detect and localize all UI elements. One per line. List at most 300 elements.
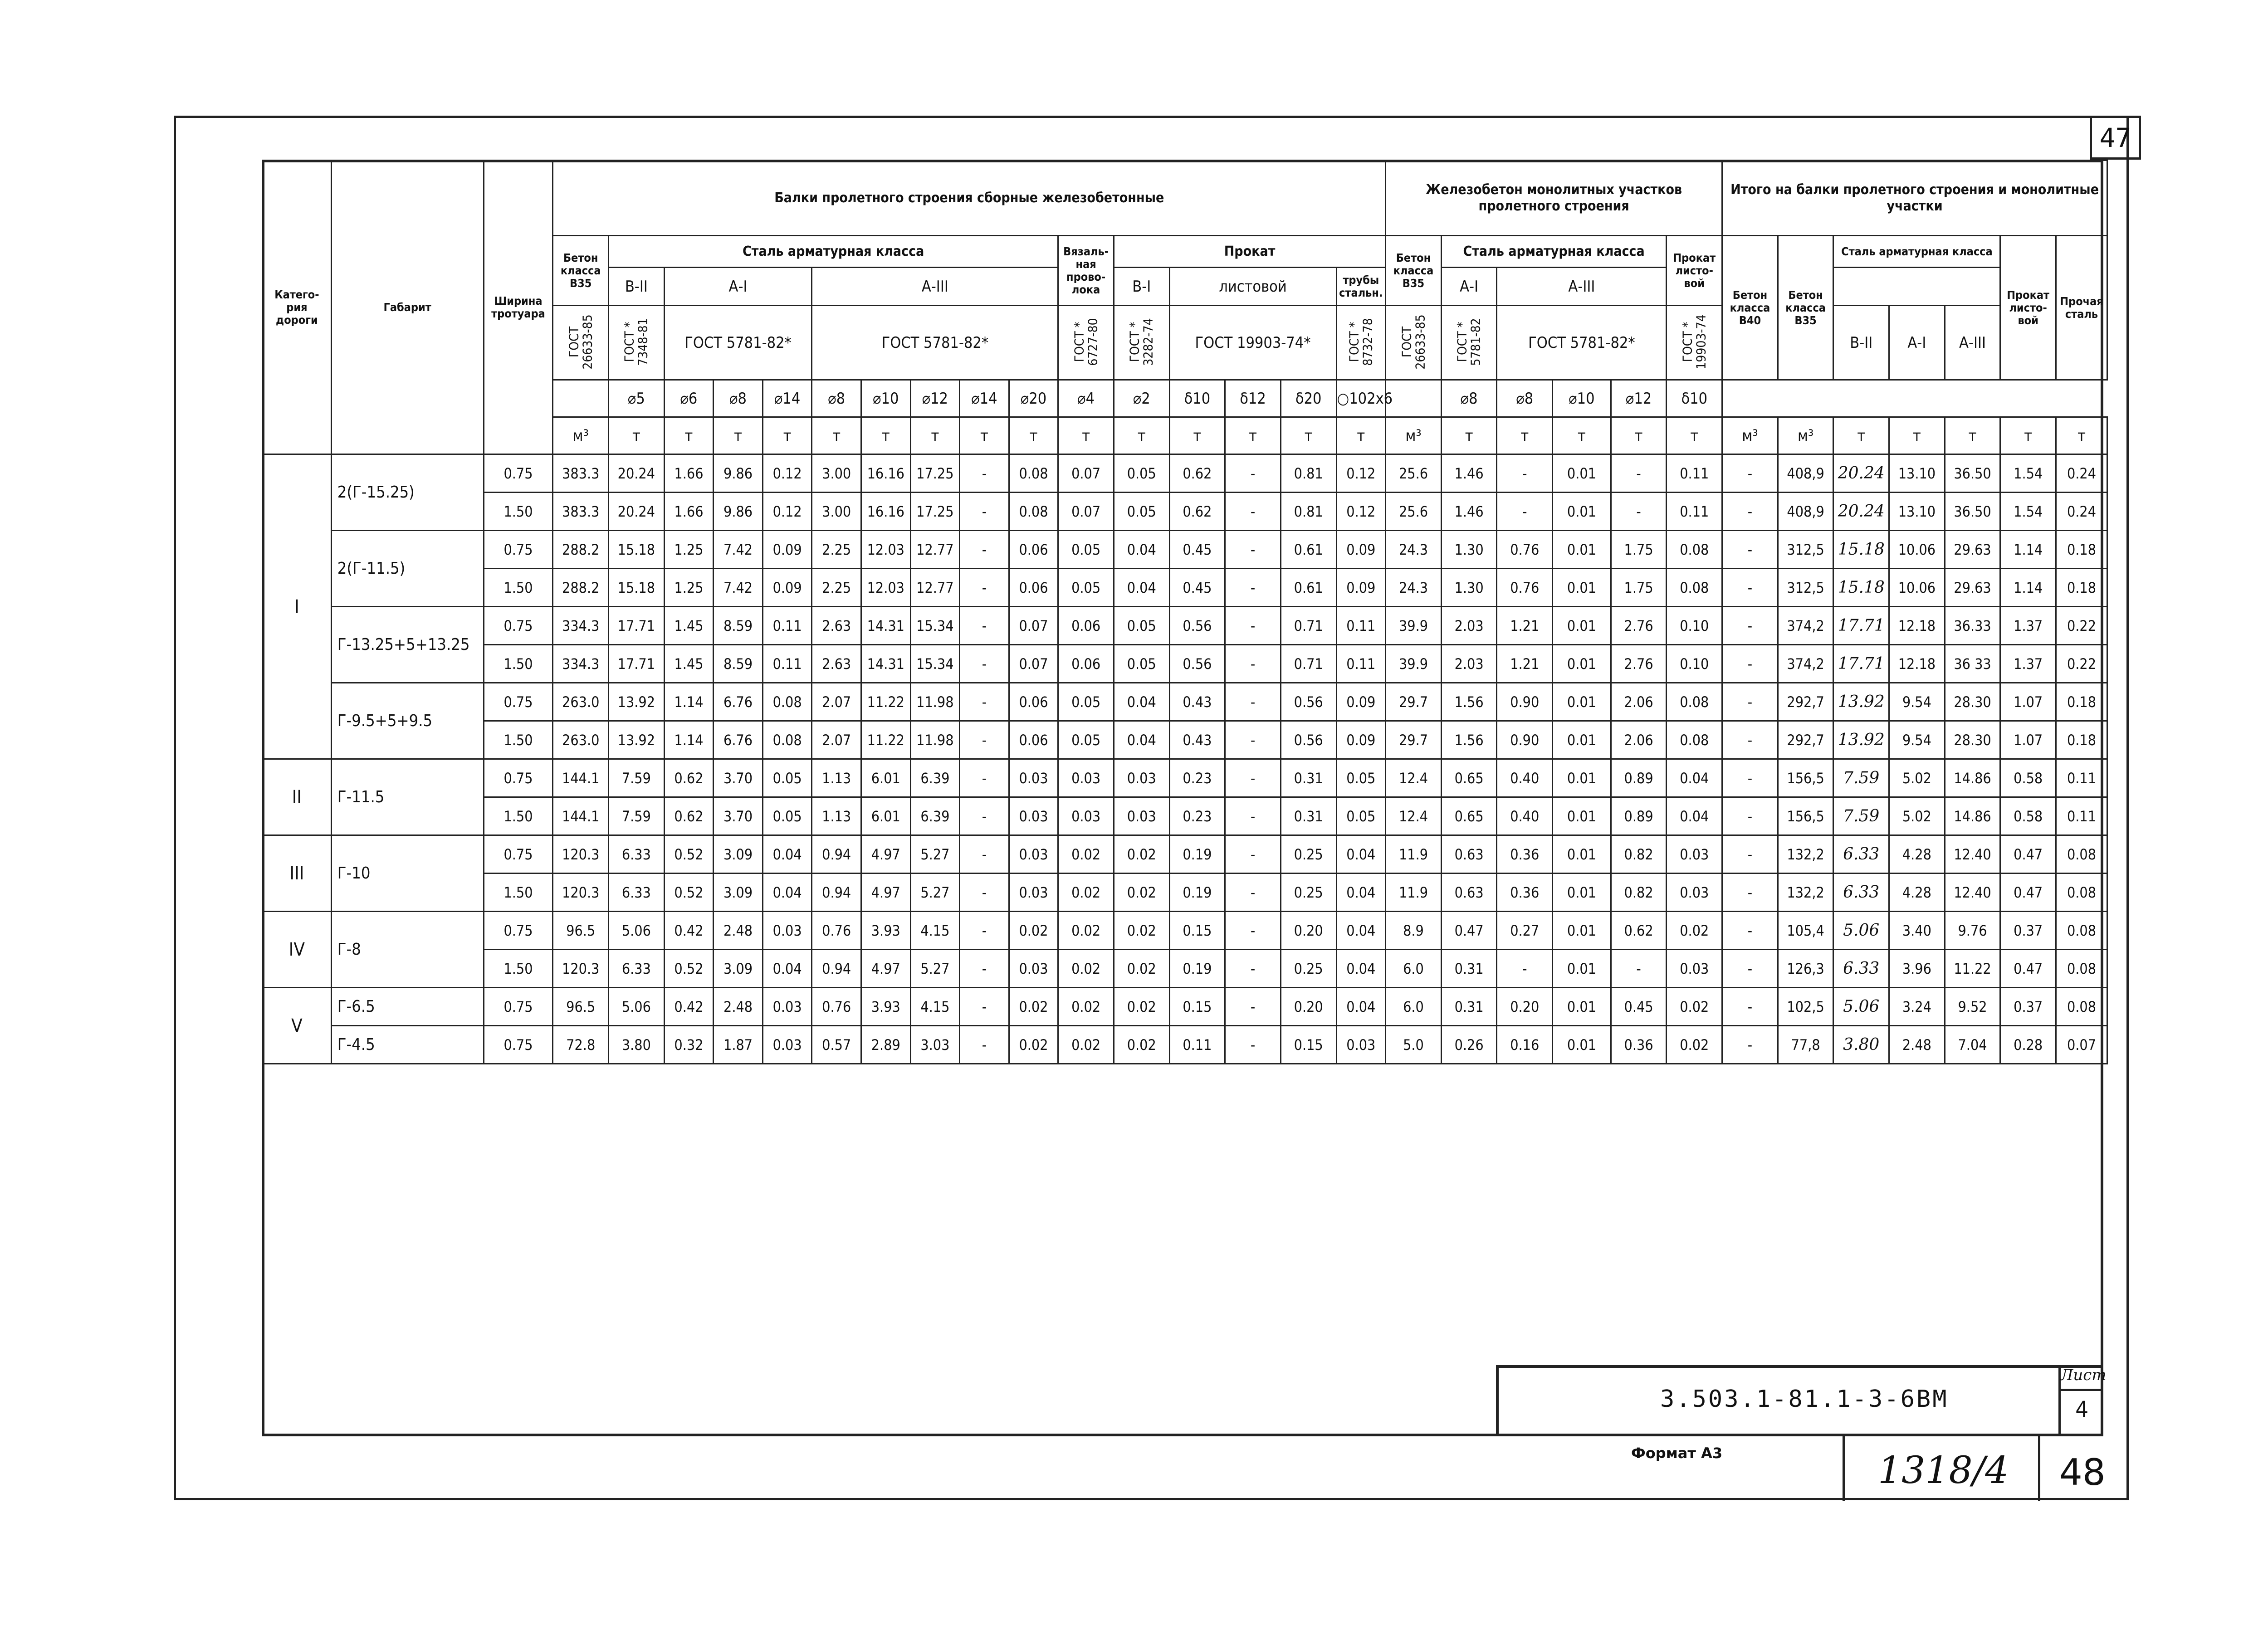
gabarit-cell: Г-6.5 (331, 988, 484, 1026)
unit-cell: т (1945, 417, 2000, 454)
value-cell: 0.43 (1169, 683, 1225, 721)
header-steel-class: Сталь арматурная класса (609, 236, 1058, 268)
header-total-group: Итого на балки пролетного строения и монолитные участки (1722, 161, 2107, 236)
value-cell: - (1722, 454, 1778, 493)
sidewalk-width-cell: 0.75 (484, 759, 553, 797)
value-cell: - (1722, 950, 1778, 988)
value-cell: 10.06 (1889, 531, 1945, 569)
value-cell: 0.02 (1114, 988, 1169, 1026)
value-cell: 1.45 (664, 645, 714, 683)
value-cell: 144.1 (553, 759, 609, 797)
value-cell: 0.03 (1009, 797, 1058, 835)
value-cell: 132,2 (1778, 873, 1833, 912)
value-cell: 12.40 (1945, 873, 2000, 912)
total-sheet-number: 48 (2059, 1451, 2106, 1493)
value-cell: 263.0 (553, 721, 609, 759)
value-cell: 102,5 (1778, 988, 1833, 1026)
value-cell: 0.03 (763, 1026, 812, 1064)
value-cell: 0.63 (1441, 873, 1497, 912)
value-cell: 1.54 (2000, 454, 2056, 493)
value-cell: 6.39 (910, 797, 960, 835)
value-cell: 0.09 (763, 569, 812, 607)
value-cell: - (1225, 797, 1281, 835)
value-cell: 12.18 (1889, 645, 1945, 683)
value-cell: 1.54 (2000, 493, 2056, 531)
value-cell: 1.87 (714, 1026, 763, 1064)
value-cell: 156,5 (1778, 759, 1833, 797)
value-cell: 0.09 (1336, 683, 1386, 721)
header-gost-8732: ГОСТ * 8732-78 (1336, 306, 1386, 380)
value-cell: 2.63 (812, 645, 861, 683)
value-cell: 77,8 (1778, 1026, 1833, 1064)
value-cell: 0.18 (2056, 683, 2107, 721)
value-cell: 0.22 (2056, 607, 2107, 645)
value-cell: 2.76 (1611, 607, 1667, 645)
value-cell: 0.12 (1336, 454, 1386, 493)
value-cell: 5.06 (609, 988, 665, 1026)
value-cell: 0.04 (1667, 759, 1722, 797)
gabarit-cell: 2(Г-15.25) (331, 454, 484, 531)
value-cell: 0.31 (1441, 950, 1497, 988)
diameter-cell: ○102х6 (1336, 380, 1386, 417)
header-a1: А-I (664, 268, 812, 306)
sheet-number: 4 (2075, 1397, 2088, 1422)
value-cell: 0.06 (1009, 531, 1058, 569)
unit-cell: т (609, 417, 665, 454)
unit-cell: т (1281, 417, 1336, 454)
header-monolith-a1: А-I (1441, 268, 1497, 306)
value-cell: 0.01 (1553, 988, 1611, 1026)
value-cell: 0.01 (1553, 569, 1611, 607)
unit-cell: т (2056, 417, 2107, 454)
value-cell: 11.9 (1386, 873, 1442, 912)
value-cell: 120.3 (553, 873, 609, 912)
diameter-cell: ⌀20 (1009, 380, 1058, 417)
value-cell: 0.52 (664, 950, 714, 988)
value-cell: 9.54 (1889, 721, 1945, 759)
value-cell: 15.34 (910, 645, 960, 683)
value-cell: 12.77 (910, 569, 960, 607)
value-cell: 0.22 (2056, 645, 2107, 683)
value-cell: 15.34 (910, 607, 960, 645)
value-cell: - (1225, 721, 1281, 759)
sidewalk-width-cell: 0.75 (484, 454, 553, 493)
value-cell: 13.10 (1889, 493, 1945, 531)
value-cell: 1.13 (812, 759, 861, 797)
value-cell: 0.47 (2000, 873, 2056, 912)
value-cell: 312,5 (1778, 569, 1833, 607)
value-cell: - (960, 835, 1009, 873)
value-cell: 0.02 (1009, 988, 1058, 1026)
value-cell: 13.10 (1889, 454, 1945, 493)
value-cell: 1.21 (1497, 645, 1553, 683)
value-cell: 1.46 (1441, 454, 1497, 493)
table-row (263, 912, 2107, 950)
unit-cell: т (910, 417, 960, 454)
value-cell: 0.04 (763, 835, 812, 873)
value-cell: - (1722, 721, 1778, 759)
value-cell: 0.82 (1611, 835, 1667, 873)
value-cell: - (1722, 873, 1778, 912)
value-cell: 5.0 (1386, 1026, 1442, 1064)
value-cell: 2.48 (1889, 1026, 1945, 1064)
gabarit-cell: Г-10 (331, 835, 484, 912)
value-cell: 0.09 (1336, 721, 1386, 759)
value-cell: 292,7 (1778, 721, 1833, 759)
value-cell: 0.94 (812, 873, 861, 912)
value-cell: 20.24 (609, 493, 665, 531)
value-cell: 0.01 (1553, 645, 1611, 683)
value-cell: 0.15 (1169, 912, 1225, 950)
value-cell: 2.63 (812, 607, 861, 645)
value-cell: 263.0 (553, 683, 609, 721)
value-cell: 10.06 (1889, 569, 1945, 607)
value-cell: 0.01 (1553, 759, 1611, 797)
header-gost-19903-monolith: ГОСТ * 19903-74 (1667, 306, 1722, 380)
value-cell: 11.98 (910, 721, 960, 759)
value-cell: 3.09 (714, 835, 763, 873)
unit-cell: т (1553, 417, 1611, 454)
value-cell: 0.28 (2000, 1026, 2056, 1064)
value-cell: 3.70 (714, 797, 763, 835)
gabarit-cell: Г-9.5+5+9.5 (331, 683, 484, 759)
value-cell: 0.45 (1611, 988, 1667, 1026)
value-cell: 1.66 (664, 493, 714, 531)
value-cell: 0.01 (1553, 531, 1611, 569)
diameter-cell: ⌀2 (1114, 380, 1169, 417)
value-cell: 0.02 (1058, 1026, 1114, 1064)
value-cell: 292,7 (1778, 683, 1833, 721)
value-cell: 7.42 (714, 531, 763, 569)
value-cell: 0.06 (1058, 607, 1114, 645)
value-cell: 0.04 (1667, 797, 1722, 835)
header-truby: трубы стальн. (1336, 268, 1386, 306)
value-cell: 0.01 (1553, 683, 1611, 721)
unit-cell: т (812, 417, 861, 454)
value-cell: 0.08 (763, 721, 812, 759)
value-cell: 2.03 (1441, 645, 1497, 683)
value-cell: 408,9 (1778, 454, 1833, 493)
value-cell: 29.7 (1386, 721, 1442, 759)
value-cell: 5.27 (910, 950, 960, 988)
value-cell: 0.89 (1611, 797, 1667, 835)
value-cell: 0.09 (1336, 569, 1386, 607)
value-cell: 25.6 (1386, 454, 1442, 493)
diameter-cell: ⌀4 (1058, 380, 1114, 417)
value-cell: 0.76 (1497, 569, 1553, 607)
value-cell: 14.31 (861, 607, 910, 645)
value-cell: 144.1 (553, 797, 609, 835)
sidewalk-width-cell: 0.75 (484, 683, 553, 721)
value-cell: - (960, 759, 1009, 797)
unit-cell: т (960, 417, 1009, 454)
value-cell: 1.14 (2000, 531, 2056, 569)
value-cell: 5.06 (609, 912, 665, 950)
value-cell: - (1722, 645, 1778, 683)
value-cell: 12.4 (1386, 759, 1442, 797)
value-cell: 0.61 (1281, 531, 1336, 569)
value-cell: 0.03 (1336, 1026, 1386, 1064)
value-cell: 0.11 (2056, 759, 2107, 797)
value-cell: 0.11 (763, 607, 812, 645)
value-cell: 0.36 (1497, 873, 1553, 912)
value-cell: 288.2 (553, 569, 609, 607)
value-cell: - (1225, 454, 1281, 493)
gabarit-cell: 2(Г-11.5) (331, 531, 484, 607)
value-cell: 2.25 (812, 531, 861, 569)
value-cell: 0.04 (1336, 950, 1386, 988)
value-cell: 0.31 (1281, 797, 1336, 835)
value-cell: 6.33 (1833, 873, 1889, 912)
value-cell: 6.76 (714, 721, 763, 759)
value-cell: 0.05 (1336, 797, 1386, 835)
header-gost-7348: ГОСТ * 7348-81 (609, 306, 665, 380)
header-listovoy: листовой (1169, 268, 1336, 306)
value-cell: - (960, 569, 1009, 607)
value-cell: 7.42 (714, 569, 763, 607)
stamp-number: 1318/4 (1878, 1449, 2009, 1492)
value-cell: 0.07 (1058, 493, 1114, 531)
value-cell: - (960, 721, 1009, 759)
value-cell: 6.33 (609, 835, 665, 873)
sidewalk-width-cell: 1.50 (484, 493, 553, 531)
value-cell: 0.01 (1553, 797, 1611, 835)
value-cell: 36.50 (1945, 454, 2000, 493)
value-cell: - (1722, 759, 1778, 797)
value-cell: 4.97 (861, 873, 910, 912)
value-cell: 0.01 (1553, 873, 1611, 912)
unit-cell: м³ (553, 417, 609, 454)
value-cell: 0.47 (1441, 912, 1497, 950)
value-cell: 1.75 (1611, 531, 1667, 569)
value-cell: 36.50 (1945, 493, 2000, 531)
value-cell: 0.45 (1169, 569, 1225, 607)
value-cell: - (1225, 873, 1281, 912)
value-cell: 0.81 (1281, 493, 1336, 531)
value-cell: 0.08 (2056, 988, 2107, 1026)
sidewalk-width-cell: 0.75 (484, 835, 553, 873)
value-cell: 383.3 (553, 493, 609, 531)
value-cell: - (960, 531, 1009, 569)
sidewalk-width-cell: 1.50 (484, 569, 553, 607)
gabarit-cell: Г-4.5 (331, 1026, 484, 1064)
value-cell: 0.71 (1281, 607, 1336, 645)
value-cell: 17.71 (609, 645, 665, 683)
value-cell: 0.81 (1281, 454, 1336, 493)
value-cell: 0.05 (1114, 645, 1169, 683)
value-cell: 374,2 (1778, 607, 1833, 645)
value-cell: 1.14 (664, 721, 714, 759)
value-cell: 6.33 (1833, 835, 1889, 873)
value-cell: 13.92 (609, 683, 665, 721)
unit-cell: т (1336, 417, 1386, 454)
value-cell: 0.01 (1553, 454, 1611, 493)
value-cell: 0.15 (1169, 988, 1225, 1026)
value-cell: 1.66 (664, 454, 714, 493)
value-cell: 11.98 (910, 683, 960, 721)
value-cell: 0.24 (2056, 493, 2107, 531)
value-cell: - (1225, 835, 1281, 873)
value-cell: 8.59 (714, 607, 763, 645)
diameter-blank (553, 380, 609, 417)
value-cell: 0.02 (1114, 912, 1169, 950)
value-cell: 28.30 (1945, 721, 2000, 759)
value-cell: 0.05 (1058, 569, 1114, 607)
value-cell: 2.07 (812, 683, 861, 721)
value-cell: 12.03 (861, 569, 910, 607)
value-cell: 6.39 (910, 759, 960, 797)
value-cell: 0.02 (1114, 835, 1169, 873)
value-cell: 1.21 (1497, 607, 1553, 645)
value-cell: 0.62 (664, 759, 714, 797)
value-cell: 0.94 (812, 950, 861, 988)
value-cell: 0.18 (2056, 531, 2107, 569)
diameter-cell: ⌀12 (910, 380, 960, 417)
gabarit-cell: Г-8 (331, 912, 484, 988)
page-number: 47 (2090, 116, 2141, 160)
value-cell: 0.02 (1009, 912, 1058, 950)
value-cell: 0.08 (1667, 721, 1722, 759)
value-cell: 17.25 (910, 454, 960, 493)
unit-cell: м³ (1722, 417, 1778, 454)
value-cell: 11.9 (1386, 835, 1442, 873)
value-cell: - (960, 950, 1009, 988)
value-cell: 0.05 (763, 797, 812, 835)
value-cell: - (1225, 1026, 1281, 1064)
value-cell: 8.59 (714, 645, 763, 683)
value-cell: 0.05 (1058, 683, 1114, 721)
value-cell: 0.01 (1553, 912, 1611, 950)
value-cell: 1.07 (2000, 721, 2056, 759)
value-cell: - (1497, 950, 1553, 988)
value-cell: 0.89 (1611, 759, 1667, 797)
header-b2: В-II (609, 268, 665, 306)
value-cell: 374,2 (1778, 645, 1833, 683)
value-cell: - (1722, 683, 1778, 721)
value-cell: 2.06 (1611, 683, 1667, 721)
value-cell: 0.32 (664, 1026, 714, 1064)
value-cell: 0.08 (763, 683, 812, 721)
value-cell: - (1722, 912, 1778, 950)
value-cell: - (1225, 531, 1281, 569)
value-cell: - (1497, 493, 1553, 531)
value-cell: 0.76 (1497, 531, 1553, 569)
value-cell: 0.37 (2000, 988, 2056, 1026)
value-cell: 11.22 (861, 721, 910, 759)
value-cell: 12.18 (1889, 607, 1945, 645)
value-cell: 11.22 (861, 683, 910, 721)
value-cell: 3.93 (861, 912, 910, 950)
value-cell: 0.52 (664, 873, 714, 912)
value-cell: 17.71 (1833, 645, 1889, 683)
value-cell: 36.33 (1945, 607, 2000, 645)
value-cell: 7.59 (609, 797, 665, 835)
value-cell: - (1225, 759, 1281, 797)
value-cell: - (960, 607, 1009, 645)
value-cell: 0.19 (1169, 873, 1225, 912)
value-cell: 6.33 (609, 873, 665, 912)
diameter-blank (1386, 380, 1442, 417)
header-vyaz-wire: Вязаль- ная прово- лока (1058, 236, 1114, 306)
value-cell: 1.56 (1441, 721, 1497, 759)
value-cell: 0.63 (1441, 835, 1497, 873)
value-cell: 1.45 (664, 607, 714, 645)
value-cell: 0.71 (1281, 645, 1336, 683)
table-body (263, 454, 2107, 1064)
value-cell: - (960, 493, 1009, 531)
value-cell: - (1225, 912, 1281, 950)
value-cell: 6.33 (609, 950, 665, 988)
sidewalk-width-cell: 0.75 (484, 912, 553, 950)
value-cell: 4.15 (910, 988, 960, 1026)
value-cell: 0.08 (1667, 531, 1722, 569)
value-cell: 0.04 (1114, 683, 1169, 721)
value-cell: 0.23 (1169, 797, 1225, 835)
value-cell: 0.02 (1667, 1026, 1722, 1064)
value-cell: 3.24 (1889, 988, 1945, 1026)
value-cell: - (1722, 493, 1778, 531)
value-cell: 20.24 (1833, 454, 1889, 493)
table-row (263, 1026, 2107, 1064)
value-cell: 0.19 (1169, 835, 1225, 873)
specification-table (262, 160, 2108, 1064)
value-cell: - (960, 873, 1009, 912)
value-cell: 12.77 (910, 531, 960, 569)
sidewalk-width-cell: 0.75 (484, 607, 553, 645)
value-cell: 0.03 (1667, 873, 1722, 912)
value-cell: 3.40 (1889, 912, 1945, 950)
header-a3: А-III (812, 268, 1058, 306)
value-cell: 0.37 (2000, 912, 2056, 950)
value-cell: 14.86 (1945, 797, 2000, 835)
value-cell: 0.27 (1497, 912, 1553, 950)
value-cell: 4.97 (861, 835, 910, 873)
value-cell: 20.24 (609, 454, 665, 493)
header-total-steel: Сталь арматурная класса (1833, 236, 2000, 268)
value-cell: 0.03 (1058, 797, 1114, 835)
value-cell: 0.05 (1058, 721, 1114, 759)
value-cell: 5.06 (1833, 988, 1889, 1026)
value-cell: 0.01 (1553, 607, 1611, 645)
value-cell: 2.06 (1611, 721, 1667, 759)
unit-cell: т (664, 417, 714, 454)
value-cell: 3.00 (812, 454, 861, 493)
value-cell: 0.65 (1441, 797, 1497, 835)
value-cell: 132,2 (1778, 835, 1833, 873)
value-cell: - (1722, 797, 1778, 835)
value-cell: 0.31 (1441, 988, 1497, 1026)
value-cell: 0.62 (1169, 454, 1225, 493)
value-cell: 96.5 (553, 912, 609, 950)
unit-cell: т (1833, 417, 1889, 454)
value-cell: 2.48 (714, 988, 763, 1026)
sidewalk-width-cell: 0.75 (484, 988, 553, 1026)
value-cell: 334.3 (553, 645, 609, 683)
unit-cell: т (1497, 417, 1553, 454)
value-cell: 1.46 (1441, 493, 1497, 531)
value-cell: 1.07 (2000, 683, 2056, 721)
value-cell: 0.42 (664, 912, 714, 950)
value-cell: 1.30 (1441, 531, 1497, 569)
value-cell: 0.08 (2056, 835, 2107, 873)
header-gost-19903: ГОСТ 19903-74* (1169, 306, 1336, 380)
value-cell: 9.76 (1945, 912, 2000, 950)
value-cell: 0.10 (1667, 645, 1722, 683)
value-cell: 2.03 (1441, 607, 1497, 645)
value-cell: 0.08 (1667, 683, 1722, 721)
value-cell: 0.25 (1281, 873, 1336, 912)
value-cell: 4.97 (861, 950, 910, 988)
